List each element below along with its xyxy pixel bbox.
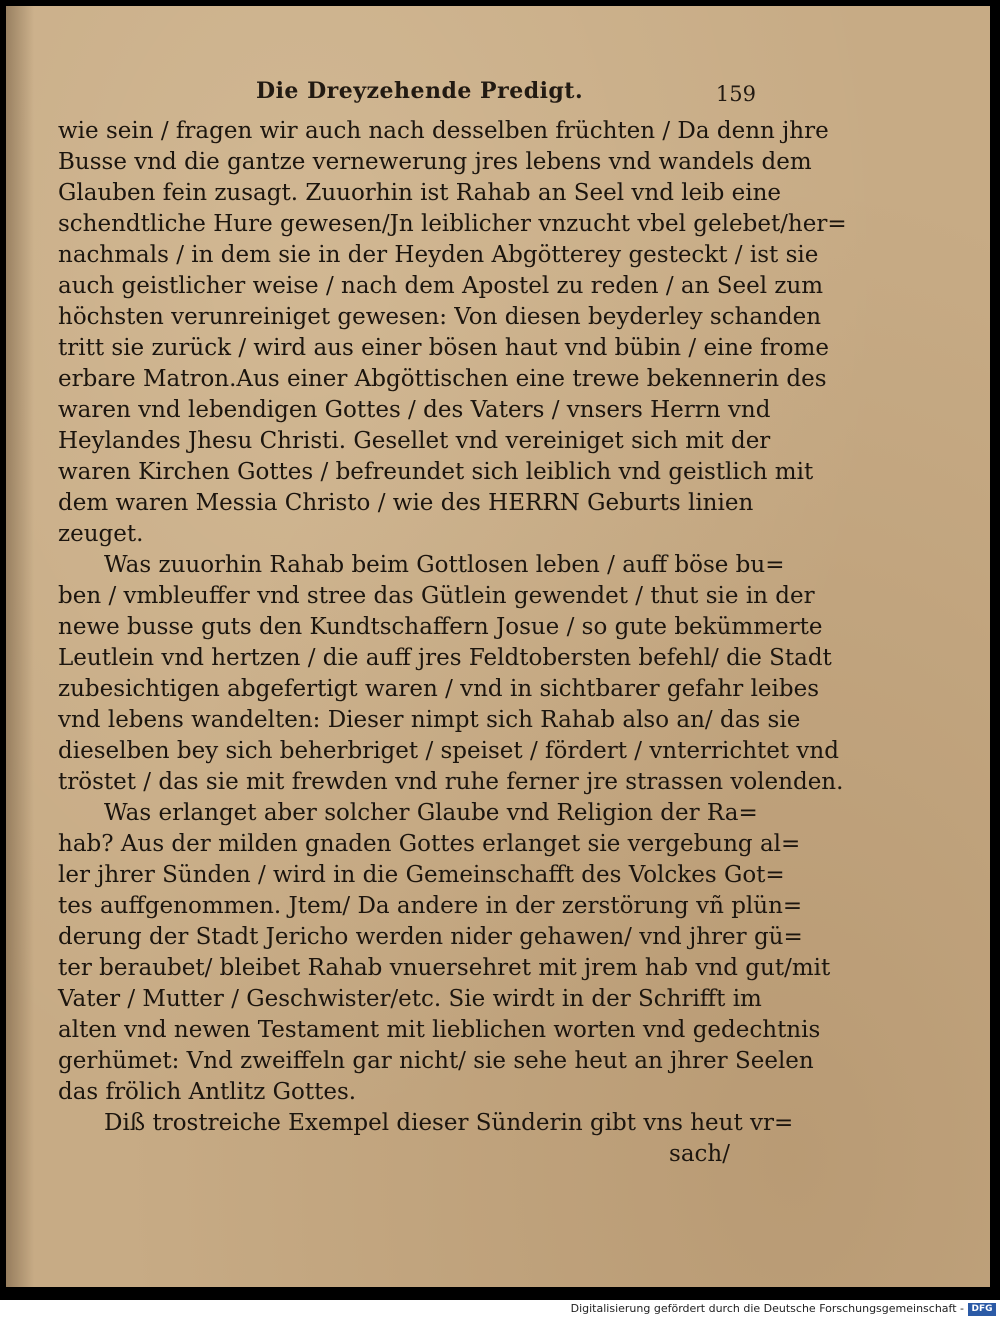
text-line: Was erlanget aber solcher Glaube vnd Religion der Ra= <box>104 800 758 826</box>
gutter-shadow <box>6 6 34 1287</box>
funding-credit: Digitalisierung gefördert durch die Deutsche Forschungsgemeinschaft - <box>570 1302 964 1315</box>
text-line: waren Kirchen Gottes / befreundet sich leiblich vnd geistlich mit <box>58 459 814 485</box>
page-header <box>256 72 756 112</box>
text-line: tritt sie zurück / wird aus einer bösen haut vnd bübin / eine frome <box>58 335 829 361</box>
text-line: tes auffgenommen. Jtem/ Da andere in der zerstörung vñ plün= <box>58 893 803 919</box>
text-line: das frölich Antlitz Gottes. <box>58 1079 357 1105</box>
text-line: tröstet / das sie mit frewden vnd ruhe ferner jre strassen volenden. <box>58 769 844 795</box>
text-line: gerhümet: Vnd zweiffeln gar nicht/ sie sehe heut an jhrer Seelen <box>58 1048 814 1074</box>
text-line: ter beraubet/ bleibet Rahab vnuersehret mit jrem hab vnd gut/mit <box>58 955 831 981</box>
text-line: auch geistlicher weise / nach dem Apostel zu reden / an Seel zum <box>58 273 824 299</box>
text-line: schendtliche Hure gewesen/Jn leiblicher vnzucht vbel gelebet/her= <box>58 211 847 237</box>
text-line: ler jhrer Sünden / wird in die Gemeinschafft des Volckes Got= <box>58 862 785 888</box>
text-line: alten vnd newen Testament mit lieblichen worten vnd gedechtnis <box>58 1017 821 1043</box>
text-line: Busse vnd die gantze vernewerung jres lebens vnd wandels dem <box>58 149 812 175</box>
text-line: Heylandes Jhesu Christi. Gesellet vnd vereiniget sich mit der <box>58 428 771 454</box>
text-line: Vater / Mutter / Geschwister/etc. Sie wirdt in der Schrifft im <box>58 986 762 1012</box>
dfg-logo: DFG <box>968 1303 996 1316</box>
text-line: vnd lebens wandelten: Dieser nimpt sich Rahab also an/ das sie <box>58 707 801 733</box>
catchword: sach/ <box>669 1141 730 1167</box>
text-line: zeuget. <box>58 521 144 547</box>
text-line: dem waren Messia Christo / wie des HERRN Geburts linien <box>58 490 754 516</box>
text-line: nachmals / in dem sie in der Heyden Abgötterey gesteckt / ist sie <box>58 242 819 268</box>
text-line: zubesichtigen abgefertigt waren / vnd in sichtbarer gefahr leibes <box>58 676 820 702</box>
running-title: Die Dreyzehende Predigt. <box>256 78 584 104</box>
text-line: Glauben fein zusagt. Zuuorhin ist Rahab an Seel vnd leib eine <box>58 180 781 206</box>
text-line: waren vnd lebendigen Gottes / des Vaters / vnsers Herrn vnd <box>58 397 771 423</box>
book-page <box>6 6 990 1287</box>
text-line: derung der Stadt Jericho werden nider gehawen/ vnd jhrer gü= <box>58 924 803 950</box>
text-line: höchsten verunreiniget gewesen: Von diesen beyderley schanden <box>58 304 822 330</box>
text-line: dieselben bey sich beherbriget / speiset / fördert / vnterrichtet vnd <box>58 738 839 764</box>
text-line: Was zuuorhin Rahab beim Gottlosen leben / auff böse bu= <box>104 552 785 578</box>
text-line: Diß trostreiche Exempel dieser Sünderin gibt vns heut vr= <box>104 1110 794 1136</box>
text-line: erbare Matron.Aus einer Abgöttischen eine trewe bekennerin des <box>58 366 827 392</box>
catchword-line <box>58 1139 744 1170</box>
text-line: wie sein / fragen wir auch nach desselben früchten / Da denn jhre <box>58 118 829 144</box>
text-line: newe busse guts den Kundtschaffern Josue / so gute bekümmerte <box>58 614 823 640</box>
page-number: 159 <box>715 82 756 106</box>
text-line: hab? Aus der milden gnaden Gottes erlanget sie vergebung al= <box>58 831 801 857</box>
sermon-text <box>58 116 847 1170</box>
footer-bar <box>0 1300 1000 1319</box>
text-line: ben / vmbleuffer vnd stree das Gütlein gewendet / thut sie in der <box>58 583 815 609</box>
text-line: Leutlein vnd hertzen / die auff jres Feldtobersten befehl/ die Stadt <box>58 645 832 671</box>
